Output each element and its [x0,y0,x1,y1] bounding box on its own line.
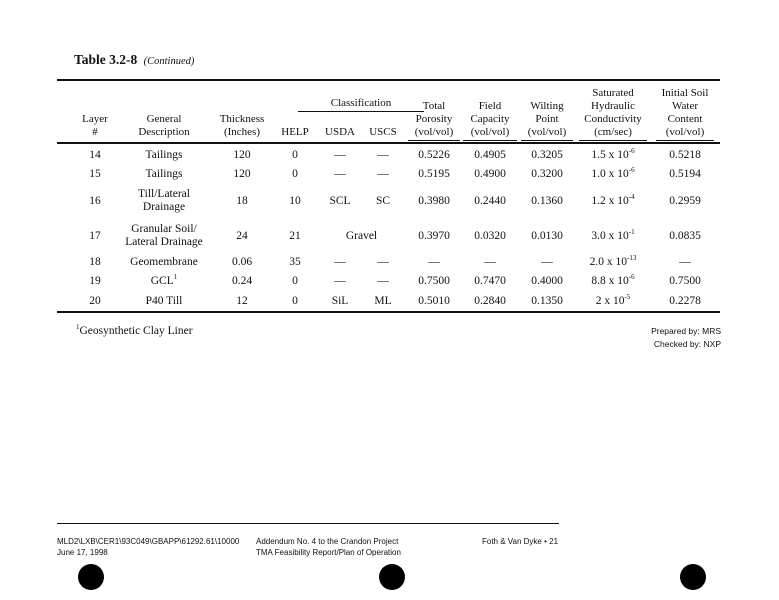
cell-help: 35 [289,256,301,268]
footer-page-number: Foth & Van Dyke • 21 [482,537,559,546]
cell-uscs: SC [375,195,391,207]
cell-field-capacity: 0.4900 [474,168,506,180]
cell-thickness: 120 [233,168,251,180]
header-layer: Layer # [82,113,108,138]
cell-water-content: 0.5194 [669,168,701,180]
cell-help: 10 [289,195,301,207]
description-text: GCL [150,275,174,287]
cell-wilting-point: — [541,256,553,268]
cell-uscs: ML [374,295,392,307]
cell-water-content: 0.0835 [669,230,701,242]
footer-file-path: MLD2\LXB\CER1\93C049\GBAPP\61292.61\10000 June 17, 1998 [57,537,240,557]
cell-wilting-point: 0.1350 [531,295,563,307]
binder-hole-center [379,564,405,590]
cell-thickness: 0.06 [231,256,253,268]
header-hydraulic-conductivity: Saturated Hydraulic Conductivity (cm/sec) [579,87,647,141]
cell-porosity: 0.5010 [418,295,450,307]
table-header-rule [57,142,720,144]
cell-usda: — [334,149,346,161]
cell-description: Geomembrane [130,256,198,268]
k-base: 8.8 x 10 [591,275,629,287]
cell-field-capacity: 0.2840 [474,295,506,307]
cell-help: 0 [292,295,298,307]
k-exponent: -4 [628,193,635,202]
table-title-continued: (Continued) [143,56,195,67]
cell-water-content: 0.2278 [669,295,701,307]
cell-water-content: — [679,256,691,268]
k-exponent: -6 [628,166,635,175]
cell-water-content: 0.5218 [669,149,701,161]
table-top-rule [57,79,720,81]
header-uscs: USCS [369,126,397,138]
header-water-content: Initial Soil Water Content (vol/vol) [656,87,714,141]
cell-field-capacity: 0.0320 [474,230,506,242]
table-title [74,52,194,68]
k-base: 1.5 x 10 [591,149,629,161]
prepared-by: Prepared by: MRS [651,326,721,336]
cell-description: Granular Soil/ Lateral Drainage [125,223,203,248]
cell-help: 0 [292,149,298,161]
cell-layer: 20 [89,295,101,307]
cell-hydraulic-conductivity [579,168,647,181]
k-exponent: -6 [628,273,635,282]
footnote-text: Geosynthetic Clay Liner [79,325,193,337]
cell-usda: — [334,256,346,268]
header-field-capacity: Field Capacity (vol/vol) [463,100,517,141]
cell-field-capacity: 0.7470 [474,275,506,287]
k-exponent: -1 [628,228,635,237]
cell-field-capacity: 0.2440 [474,195,506,207]
header-thickness: Thickness (Inches) [219,113,265,138]
cell-wilting-point: 0.3200 [531,168,563,180]
binder-hole-right [680,564,706,590]
cell-field-capacity: — [484,256,496,268]
cell-layer: 17 [89,230,101,242]
footnote [76,325,193,337]
cell-uscs: — [377,149,389,161]
cell-hydraulic-conductivity [579,230,647,243]
cell-layer: 19 [89,275,101,287]
footnote-marker: 1 [76,323,80,332]
k-base: 2.0 x 10 [589,256,628,268]
cell-help: 21 [289,230,301,242]
table-bottom-rule [57,311,720,313]
cell-porosity: 0.3970 [418,230,450,242]
cell-water-content: 0.7500 [669,275,701,287]
cell-layer: 16 [89,195,101,207]
cell-description [125,275,203,288]
footer-document-title: Addendum No. 4 to the Crandon Project TMA Feasibility Report/Plan of Operation [256,537,401,557]
cell-description: Till/Lateral Drainage [138,188,190,213]
k-exponent: -13 [627,254,637,263]
cell-usda: — [334,168,346,180]
k-exponent: -6 [628,147,635,156]
table-title-main: Table 3.2-8 [74,52,138,67]
checked-by: Checked by: NXP [653,339,721,349]
cell-porosity: 0.3980 [418,195,450,207]
header-description: General Description [138,113,190,138]
cell-uscs: — [377,168,389,180]
header-usda: USDA [325,126,355,138]
cell-usda: SiL [331,295,349,307]
cell-usda-uscs-merged: Gravel [345,230,378,242]
cell-uscs: — [377,256,389,268]
cell-uscs: — [377,275,389,287]
cell-thickness: 120 [233,149,251,161]
k-exponent: -5 [624,293,631,302]
cell-field-capacity: 0.4905 [474,149,506,161]
k-base: 3.0 x 10 [591,230,629,242]
cell-wilting-point: 0.3205 [531,149,563,161]
cell-help: 0 [292,168,298,180]
cell-usda: SCL [329,195,351,207]
cell-thickness: 0.24 [231,275,253,287]
cell-thickness: 24 [236,230,248,242]
footer-rule [57,523,559,524]
signoff-block [651,325,721,351]
k-base: 1.0 x 10 [591,168,629,180]
cell-hydraulic-conductivity [579,275,647,288]
cell-hydraulic-conductivity [579,195,647,208]
footnote-marker: 1 [173,273,178,282]
cell-porosity: — [428,256,440,268]
cell-porosity: 0.5226 [418,149,450,161]
header-wilting-point: Wilting Point (vol/vol) [521,100,573,141]
cell-help: 0 [292,275,298,287]
cell-description: P40 Till [145,295,183,307]
cell-wilting-point: 0.4000 [531,275,563,287]
k-base: 2 x 10 [595,295,625,307]
cell-description: Tailings [145,149,183,161]
cell-layer: 14 [89,149,101,161]
cell-hydraulic-conductivity [579,295,647,308]
k-base: 1.2 x 10 [591,195,629,207]
header-classification: Classification [298,97,424,112]
cell-porosity: 0.5195 [418,168,450,180]
header-help: HELP [281,126,309,138]
cell-porosity: 0.7500 [418,275,450,287]
cell-description: Tailings [145,168,183,180]
cell-hydraulic-conductivity [579,149,647,162]
cell-layer: 18 [89,256,101,268]
header-porosity: Total Porosity (vol/vol) [408,100,460,141]
cell-wilting-point: 0.1360 [531,195,563,207]
cell-water-content: 0.2959 [669,195,701,207]
cell-thickness: 18 [236,195,248,207]
cell-wilting-point: 0.0130 [531,230,563,242]
binder-hole-left [78,564,104,590]
cell-usda: — [334,275,346,287]
cell-layer: 15 [89,168,101,180]
cell-thickness: 12 [236,295,248,307]
cell-hydraulic-conductivity [579,256,647,269]
